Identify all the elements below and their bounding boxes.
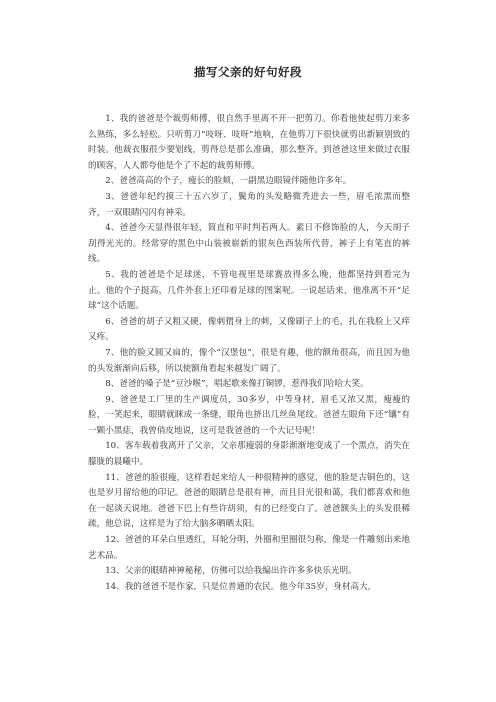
paragraph: 14、我的爸爸不是作家，只是位普通的农民。他今年35岁，身材高大， — [105, 581, 377, 592]
paragraph: 12、爸爸的耳朵白里透红，耳轮分明，外圈和里圈很匀称，像是一件雕刻出来地艺术品。 — [88, 535, 410, 561]
page-title: 描写父亲的好句好段 — [194, 65, 302, 79]
paragraph: 9、爸爸是工厂里的生产调度员，30多岁，中等身材，眉毛又浓又黑，瘦瘦的脸，一笑起来，眼睛就眯成一条缝，眼角也挤出几丝鱼尾纹。爸爸左眼角下还“镶”有一颗小黑痣，我曾俏皮地说，这可是我爸爸的一个大记号呢！ — [88, 394, 410, 436]
paragraph: 2、爸爸高高的个子，瘦长的脸颊，一副黑边眼镜伴随他许多年。 — [105, 176, 352, 187]
paragraph: 7、他的脸又圆又扁的，像个“汉堡包”，很是有趣，他的额角很高，而且因为他的头发渐渐向后移，所以使额角看起来越发广阔了。 — [88, 347, 410, 374]
paragraph: 4、爸爸今天显得很年轻，简直和平时判若两人。素日不修饰脸的人，今天胡子刮得光光的。经常穿的黑色中山装被崭新的银灰色西装所代替，裤子上有笔直的裤线。 — [88, 223, 410, 265]
paragraph: 8、爸爸的嗓子是“豆沙喉”，唱起歌来像打铜锣，惹得我们哈哈大笑。 — [105, 379, 369, 390]
paragraph: 13、父亲的眼睛神神秘秘，仿佛可以给我编出许许多多快乐光明。 — [105, 566, 357, 577]
paragraph: 10、客车载着我离开了父亲，父亲那瘦弱的身影渐渐地变成了一个黑点，消失在朦胧的晨曦中。 — [88, 441, 410, 468]
paragraph: 1、我的爸爸是个裁剪师傅，很自然手里离不开一把剪刀。你看他使起剪刀来多么熟练，多么轻松。只听剪刀“吱呀、吱呀”地响，在他剪刀下很快就剪出新颖别致的时装。他裁衣服很少要划线，剪得总是那么准确，那么整齐。到爸爸这里来做过衣服的顾客，人人都夸他是个了不起的裁剪师傅。 — [88, 114, 410, 171]
paragraph: 6、爸爸的胡子又粗又硬，像刺猬身上的刺，又像刷子上的毛，扎在我脸上又痒又疼。 — [88, 316, 410, 343]
paragraph: 5、我的爸爸是个足球迷，不管电视里是球赛放得多么晚，他都坚持到看完为止。他的个子挺高，几件外套上还印着足球的图案呢。一说起话来，他准离不开“足球”这个话题。 — [88, 269, 410, 312]
article-body — [88, 112, 410, 595]
paragraph: 11、爸爸的脸很瘦，这样看起来给人一种很精神的感觉，他的脸是古铜色的，这也是岁月留给他的印记。爸爸的眼睛总是很有神，而且目光很和蔼，我们都喜欢和他在一起谈天说地。爸爸下巴上有些许胡须，有的已经变白了。爸爸额头上的头发很稀疏，他总说，这样是为了给大脑多晒晒太阳。 — [88, 472, 410, 530]
paragraph: 3、爸爸年纪约摸三十五六岁了，鬓角的头发略微秃进去一些，眉毛浓黑而整齐，一双眼睛闪闪有神采。 — [88, 191, 410, 218]
